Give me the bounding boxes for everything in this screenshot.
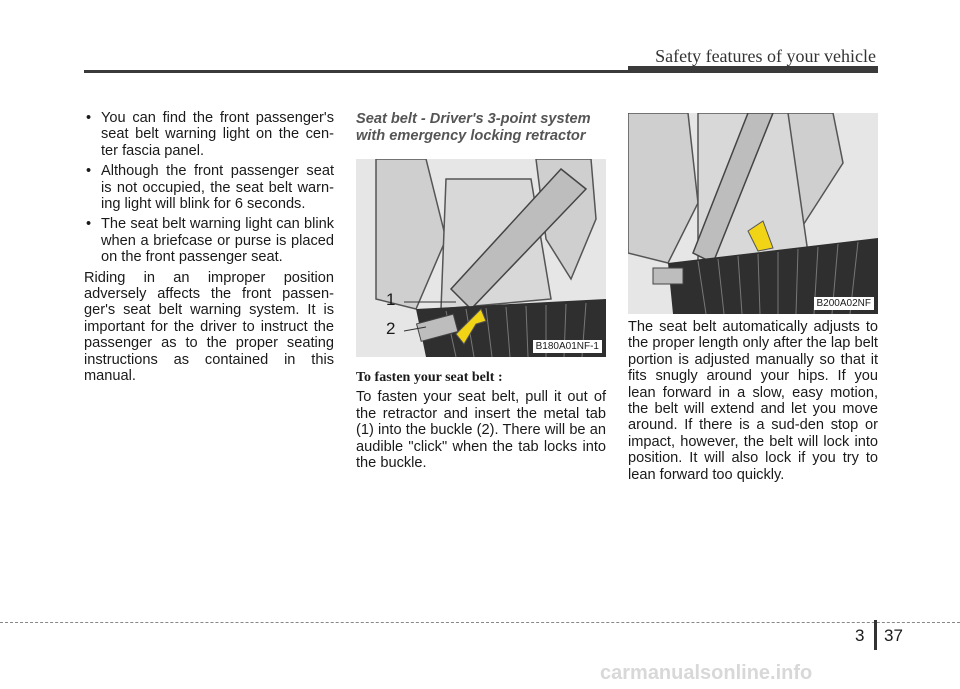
bullet-item: • Although the front passenger seat is not occupied, the seat belt warn-ing light will blink for 6 seconds. — [86, 163, 334, 213]
bullet-text: The seat belt warning light can blink when a briefcase or purse is placed on the front passenger seat. — [101, 216, 334, 266]
header-rule — [84, 70, 878, 73]
warning-paragraph: Riding in an improper position adversely affects the front passen-ger's seat belt warning system. It is important for the driver to instruct the passenger as to the proper seating instructions as contained in this manual. — [84, 269, 334, 385]
bullet-item: • You can find the front passenger's seat belt warning light on the cen-ter fascia panel. — [86, 110, 334, 159]
bullet-text: You can find the front passenger's seat belt warning light on the cen-ter fascia panel. — [101, 110, 334, 159]
page-number: 37 — [884, 626, 903, 645]
adjust-paragraph: The seat belt automatically adjusts to the proper length only after the lap belt portion is adjusted manually so that it fits snugly around your hips. If you lean forward in a slow, easy motion, the belt will extend and let you move around. If there is a sud-den stop or impact, however, the belt will lock into position. It will also lock if you try to lean forward too quickly. — [628, 319, 878, 483]
figure-code: B180A01NF-1 — [533, 340, 602, 353]
callout-2: 2 — [386, 319, 396, 338]
column-1 — [84, 110, 334, 385]
lap-belt-illustration — [628, 113, 878, 314]
fasten-belt-figure — [356, 159, 606, 357]
figure-code: B200A02NF — [814, 297, 874, 310]
header-title: Safety features of your vehicle — [655, 46, 876, 66]
bullet-item: • The seat belt warning light can blink when a briefcase or purse is placed on the front passenger seat. — [86, 216, 334, 266]
footer-divider — [874, 620, 877, 650]
subhead: To fasten your seat belt : — [356, 370, 503, 385]
bullet-list — [84, 110, 334, 266]
section-title: Seat belt - Driver's 3-point system with emergency locking retractor — [356, 111, 591, 144]
column-3 — [628, 110, 878, 483]
bullet-text: Although the front passenger seat is not occupied, the seat belt warn-ing light will blink for 6 seconds. — [101, 163, 334, 213]
watermark: carmanualsonline.info — [600, 662, 813, 684]
footer-rule — [0, 622, 960, 623]
callout-1: 1 — [386, 290, 396, 309]
fasten-paragraph: To fasten your seat belt, pull it out of the retractor and insert the metal tab (1) into the buckle (2). There will be an audible "click" when the tab locks into the buckle. — [356, 389, 606, 472]
lap-belt-figure — [628, 113, 878, 314]
column-2 — [356, 110, 606, 471]
chapter-number: 3 — [855, 626, 865, 645]
